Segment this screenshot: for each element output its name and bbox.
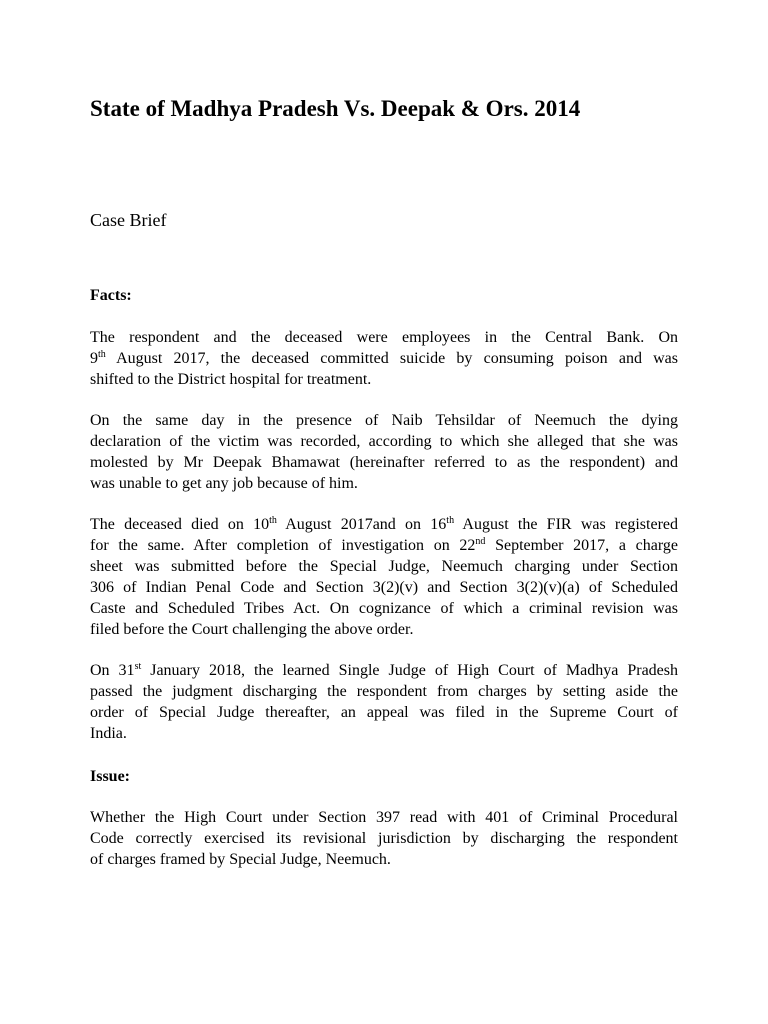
text-line (90, 556, 678, 577)
text-run: 9 (90, 350, 98, 367)
paragraph-facts-1 (90, 327, 678, 390)
text-run: August 2017and on 16 (276, 516, 447, 533)
text-run: September 2017, a charge (485, 537, 678, 554)
superscript: th (98, 349, 106, 360)
text-run: August 2017, the deceased committed suicide by consuming poison and was (105, 350, 678, 367)
text-run: molested by Mr Deepak Bhamawat (hereinafter referred to as the respondent) and (90, 454, 678, 471)
document-subtitle: Case Brief (90, 210, 167, 230)
text-run: filed before the Court challenging the above order. (90, 621, 414, 638)
text-line (90, 660, 678, 681)
text-line (90, 348, 678, 369)
text-line (90, 598, 678, 619)
text-line (90, 473, 678, 494)
paragraph-facts-4 (90, 660, 678, 744)
text-line (90, 807, 678, 828)
text-run: order of Special Judge thereafter, an appeal was filed in the Supreme Court of (90, 704, 678, 721)
text-line (90, 828, 678, 849)
paragraph-facts-2 (90, 410, 678, 494)
text-line (90, 535, 678, 556)
text-run: declaration of the victim was recorded, according to which she alleged that she was (90, 433, 678, 450)
text-run: passed the judgment discharging the respondent from charges by setting aside the (90, 683, 678, 700)
text-run: sheet was submitted before the Special Judge, Neemuch charging under Section (90, 558, 678, 575)
text-run: January 2018, the learned Single Judge of High Court of Madhya Pradesh (141, 662, 678, 679)
text-line (90, 431, 678, 452)
superscript: th (269, 515, 277, 526)
text-run: On the same day in the presence of Naib Tehsildar of Neemuch the dying (90, 412, 678, 429)
superscript: nd (475, 536, 486, 547)
text-run: was unable to get any job because of him. (90, 475, 358, 492)
text-run: of charges framed by Special Judge, Neemuch. (90, 851, 391, 868)
text-line (90, 702, 678, 723)
text-run: Whether the High Court under Section 397 read with 401 of Criminal Procedural (90, 809, 678, 826)
text-run: The respondent and the deceased were employees in the Central Bank. On (90, 329, 678, 346)
text-line (90, 327, 678, 348)
text-run: for the same. After completion of investigation on 22 (90, 537, 476, 554)
text-line (90, 369, 678, 390)
text-run: August the FIR was registered (454, 516, 679, 533)
paragraph-facts-3 (90, 514, 678, 640)
issue-heading: Issue: (90, 768, 131, 785)
text-line (90, 514, 678, 535)
superscript: th (446, 515, 455, 526)
text-run: 306 of Indian Penal Code and Section 3(2)(v) and Section 3(2)(v)(a) of Scheduled (90, 579, 678, 596)
text-line (90, 849, 678, 870)
text-run: shifted to the District hospital for treatment. (90, 371, 372, 388)
superscript: st (134, 661, 142, 672)
text-line (90, 410, 678, 431)
text-run: Caste and Scheduled Tribes Act. On cognizance of which a criminal revision was (90, 600, 678, 617)
text-run: The deceased died on 10 (90, 516, 270, 533)
document-title: State of Madhya Pradesh Vs. Deepak & Ors. 2014 (90, 96, 581, 121)
text-line (90, 452, 678, 473)
text-run: Code correctly exercised its revisional jurisdiction by discharging the respondent (90, 830, 678, 847)
paragraph-issue (90, 807, 678, 870)
text-line (90, 577, 678, 598)
text-run: On 31 (90, 662, 135, 679)
text-run: India. (90, 725, 127, 742)
text-line (90, 619, 678, 640)
facts-heading: Facts: (90, 287, 132, 304)
text-line (90, 681, 678, 702)
text-line (90, 723, 678, 744)
